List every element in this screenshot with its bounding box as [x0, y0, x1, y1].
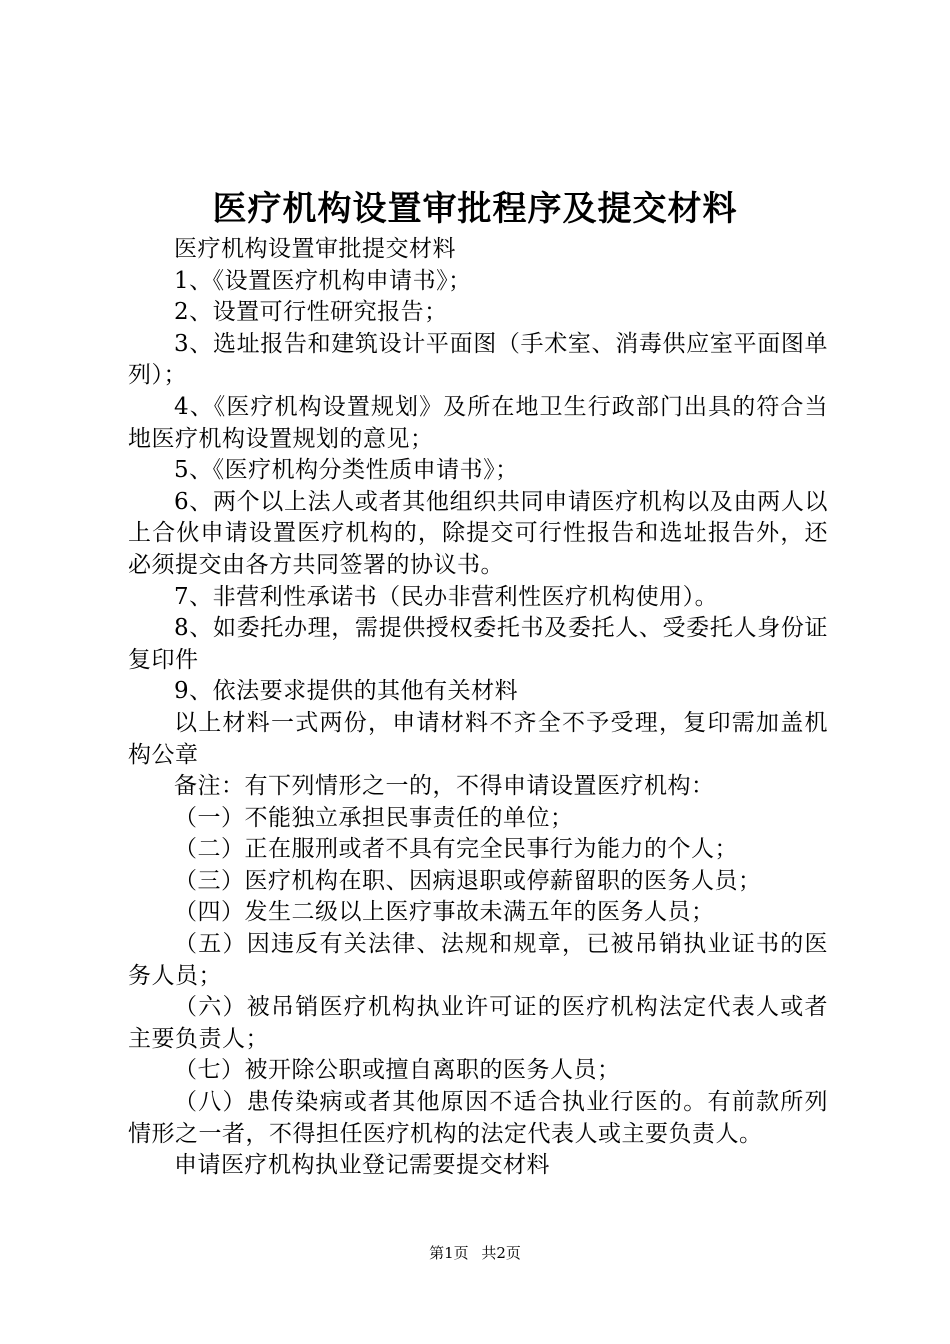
paragraph: （七）被开除公职或擅自离职的医务人员；	[174, 1057, 621, 1084]
page-footer	[0, 1243, 950, 1263]
paragraph: 3、选址报告和建筑设计平面图（手术室、消毒供应室平面图单列）；	[128, 330, 828, 389]
paragraph: 5、《医疗机构分类性质申请书》；	[174, 457, 519, 484]
paragraph: （六）被吊销医疗机构执业许可证的医疗机构法定代表人或者主要负责人；	[128, 994, 828, 1052]
paragraph: （八）患传染病或者其他原因不适合执业行医的。有前款所列情形之一者，不得担任医疗机构的法定代表人或主要负责人。	[128, 1089, 828, 1147]
paragraph: （一）不能独立承担民事责任的单位；	[174, 804, 574, 831]
paragraph: 9、依法要求提供的其他有关材料	[174, 678, 519, 705]
paragraph: 6、两个以上法人或者其他组织共同申请医疗机构以及由两人以上合伙申请设置医疗机构的，除提交可行性报告和选址报告外，还必须提交由各方共同签署的协议书。	[128, 488, 828, 578]
paragraph: 申请医疗机构执业登记需要提交材料	[174, 1152, 550, 1179]
paragraph: 1、《设置医疗机构申请书》；	[174, 267, 472, 294]
paragraph: 医疗机构设置审批提交材料	[174, 236, 456, 262]
paragraph: （三）医疗机构在职、因病退职或停薪留职的医务人员；	[174, 867, 762, 894]
page-number: 第1页	[429, 1244, 469, 1262]
document-body	[128, 234, 828, 1182]
paragraph: 7、非营利性承诺书（民办非营利性医疗机构使用）。	[174, 583, 719, 610]
paragraph: （四）发生二级以上医疗事故未满五年的医务人员；	[174, 899, 715, 926]
document-title: 医疗机构设置审批程序及提交材料	[212, 189, 738, 229]
paragraph: 以上材料一式两份，申请材料不齐全不予受理，复印需加盖机构公章	[128, 709, 828, 768]
paragraph: 备注：有下列情形之一的，不得申请设置医疗机构：	[174, 773, 715, 800]
paragraph: （二）正在服刑或者不具有完全民事行为能力的个人；	[174, 836, 738, 863]
paragraph: 4、《医疗机构设置规划》及所在地卫生行政部门出具的符合当地医疗机构设置规划的意见；	[128, 393, 828, 452]
paragraph: 8、如委托办理，需提供授权委托书及委托人、受委托人身份证复印件	[128, 615, 828, 673]
paragraph: 2、设置可行性研究报告；	[174, 299, 448, 326]
paragraph: （五）因违反有关法律、法规和规章，已被吊销执业证书的医务人员；	[128, 931, 828, 989]
page-total: 共2页	[481, 1244, 521, 1262]
